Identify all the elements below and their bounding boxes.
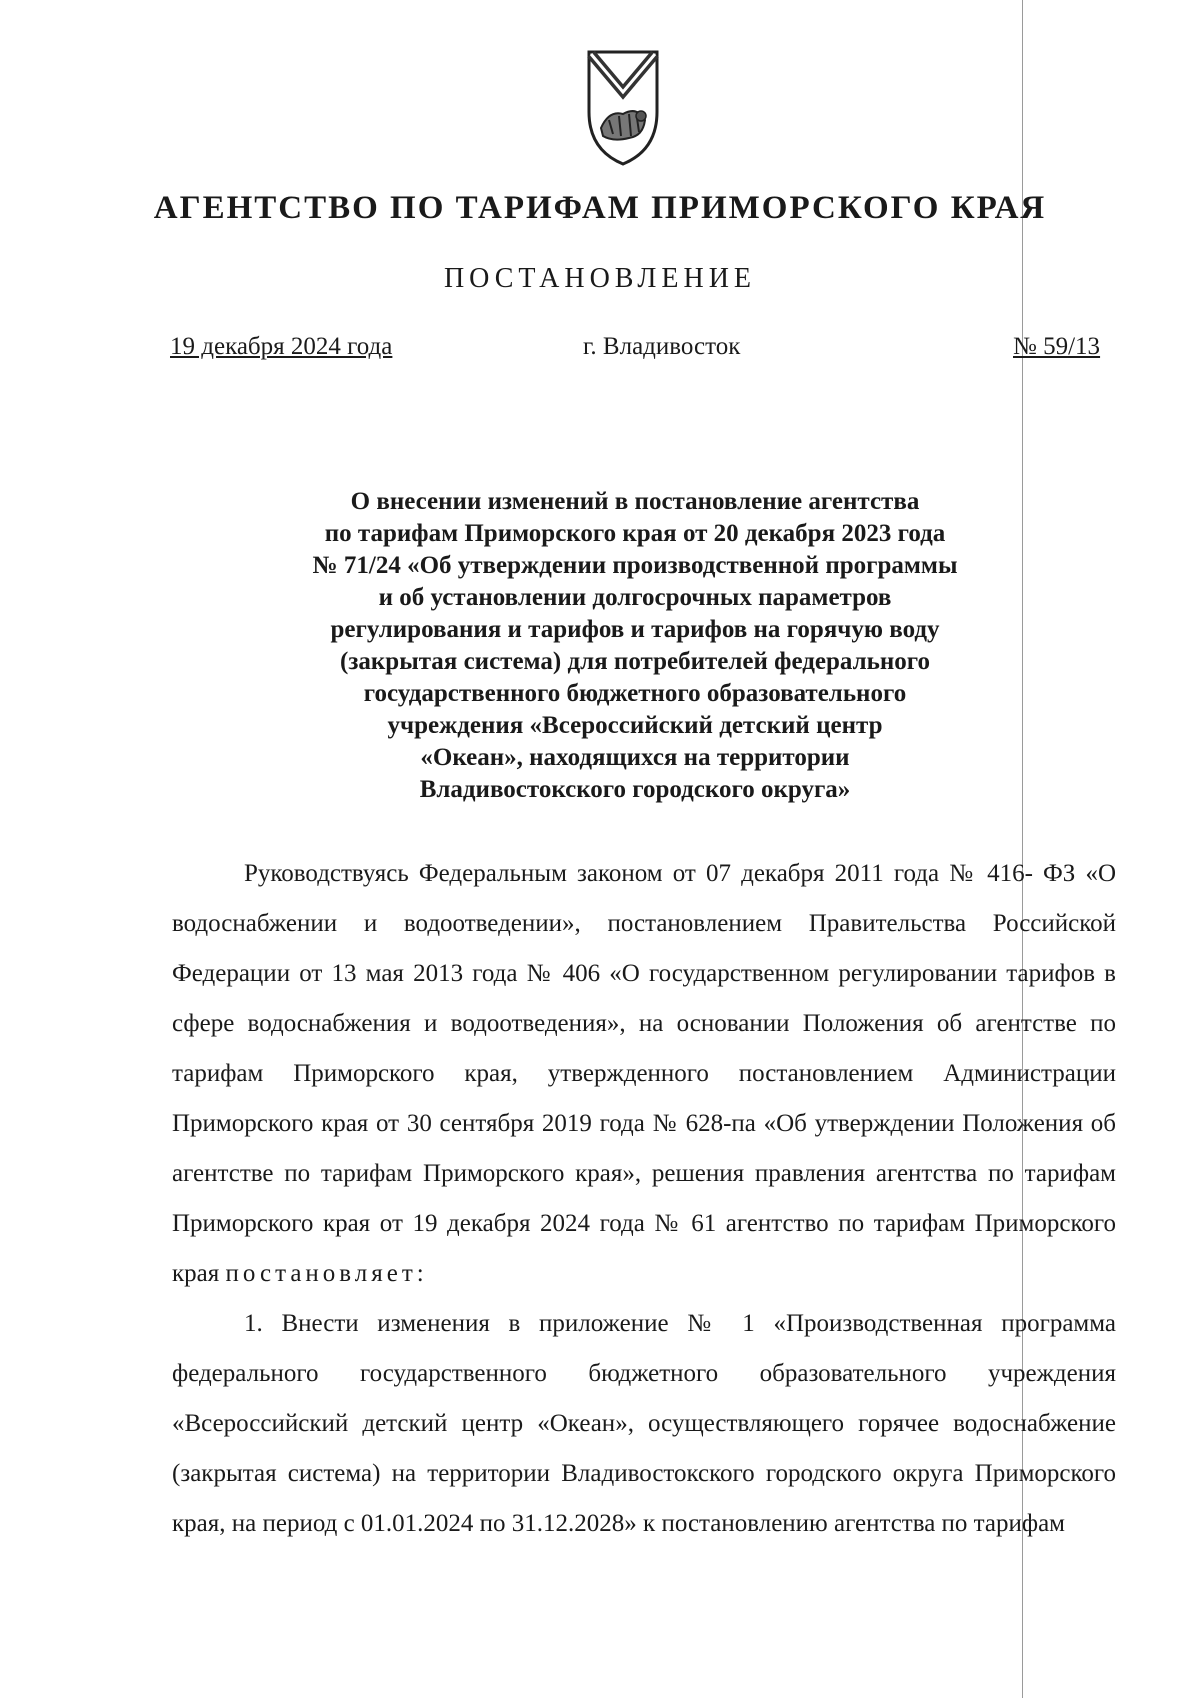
subject-line: учреждения «Всероссийский детский центр: [387, 712, 883, 739]
document-body: [172, 849, 1116, 1549]
document-type: ПОСТАНОВЛЕНИЕ: [443, 263, 757, 294]
agency-title: АГЕНТСТВО ПО ТАРИФАМ ПРИМОРСКОГО КРАЯ: [153, 190, 1047, 226]
subject-line: государственного бюджетного образовательного: [363, 680, 907, 707]
subject-line: по тарифам Приморского края от 20 декабря 2023 года: [324, 520, 946, 547]
document-city: г. Владивосток: [583, 333, 741, 360]
subject-line: (закрытая система) для потребителей федерального: [340, 648, 930, 675]
subject-line: «Океан», находящихся на территории: [420, 744, 850, 771]
subject-line: О внесении изменений в постановление агентства: [350, 488, 920, 515]
subject-line: регулирования и тарифов и тарифов на горячую воду: [330, 616, 940, 643]
document-date: 19 декабря 2024 года: [170, 333, 393, 360]
preamble-paragraph: [172, 849, 1116, 1299]
clause-1-paragraph: 1. Внести изменения в приложение № 1 «Производственная программа федерального государственного бюджетного образовательного учреждения «Всероссийский детский центр «Океан», осуществляющего горячее водоснабжение (закрытая система) на территории Владивостокского городского округа Приморского края, на период с 01.01.2024 по 31.12.2028» к постановлению агентства по тарифам: [172, 1310, 1116, 1537]
resolves-word: постановляет:: [225, 1260, 428, 1287]
subject-line: Владивостокского городского округа»: [419, 776, 851, 803]
document-number: № 59/13: [1013, 333, 1101, 360]
preamble-text: Руководствуясь Федеральным законом от 07 декабря 2011 года № 416- ФЗ «О водоснабжении и водоотведении», постановлением Правительства Российской Федерации от 13 мая 2013 года № 406 «О государственном регулировании тарифов в сфере водоснабжения и водоотведения», на основании Положения об агентстве по тарифам Приморского края, утвержденного постановлением Администрации Приморского края от 30 сентября 2019 года № 628-па «Об утверждении Положения об агентстве по тарифам Приморского края», решения правления агентства по тарифам Приморского края от 19 декабря 2024 года № 61 агентство по тарифам Приморского края: [172, 860, 1116, 1287]
subject-line: № 71/24 «Об утверждении производственной программы: [312, 552, 958, 579]
subject-line: и об установлении долгосрочных параметров: [378, 584, 892, 611]
coat-of-arms-icon: [583, 40, 663, 170]
document-subject: [250, 486, 1020, 806]
